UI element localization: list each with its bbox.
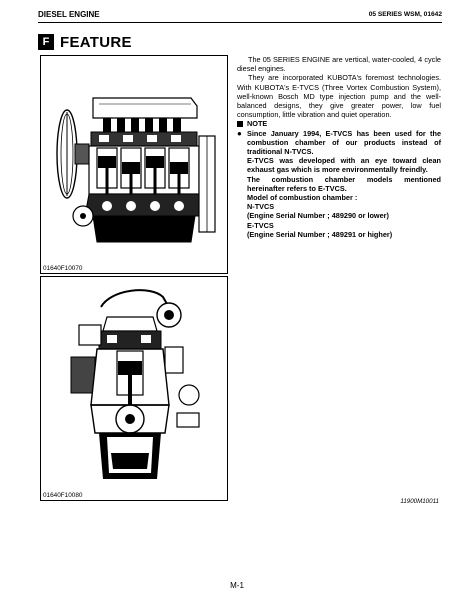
- header-chapter: DIESEL ENGINE: [38, 10, 100, 19]
- reference-code: 11900M10011: [400, 498, 439, 505]
- note-paragraph: The combustion chamber models mentioned hereinafter refers to E-TVCS.: [247, 174, 441, 193]
- header-manual-code: 05 SERIES WSM, 01642: [368, 11, 442, 18]
- note-paragraph: E-TVCS: [247, 220, 274, 230]
- feature-text: [237, 55, 441, 239]
- note-body: [237, 129, 441, 239]
- engine-end-cutaway-illustration: [41, 277, 227, 500]
- section-badge: F: [38, 34, 54, 50]
- note-paragraph: (Engine Serial Number ; 489291 or higher): [247, 229, 393, 239]
- note-heading: NOTE: [237, 119, 441, 128]
- section-title: FEATURE: [60, 33, 132, 51]
- note-square-icon: [237, 121, 243, 127]
- note-paragraph: Since January 1994, E-TVCS has been used for the combustion chamber of our products instead of traditional N-TVCS.: [247, 128, 441, 157]
- intro-paragraph-1: The 05 SERIES ENGINE are vertical, water-cooled, 4 cycle diesel engines.: [237, 55, 441, 74]
- page-header: [38, 10, 442, 23]
- note-paragraph: Model of combustion chamber :: [247, 193, 358, 203]
- figure-code: 01640F10080: [43, 492, 83, 499]
- figure-engine-side: [40, 55, 228, 274]
- figure-engine-end: [40, 276, 228, 501]
- intro-paragraph-2: They are incorporated KUBOTA's foremost technologies. With KUBOTA's E-TVCS (Three Vortex Combustion System), well-known Bosch MD type injection pump and the well-balanced designs, they give greater power, low fuel consumption, little vibration and quiet operation.: [237, 73, 441, 120]
- note-paragraph: E-TVCS was developed with an eye toward clean exhaust gas which is more environmentally freindly.: [247, 156, 441, 175]
- bullet-icon: ●: [237, 128, 242, 138]
- engine-side-cutaway-illustration: [41, 56, 227, 273]
- page-number: M-1: [230, 581, 244, 590]
- figure-code: 01640F10070: [43, 265, 83, 272]
- note-paragraph: (Engine Serial Number ; 489290 or lower): [247, 211, 389, 221]
- section-heading: [38, 32, 132, 52]
- note-paragraph: N-TVCS: [247, 202, 275, 212]
